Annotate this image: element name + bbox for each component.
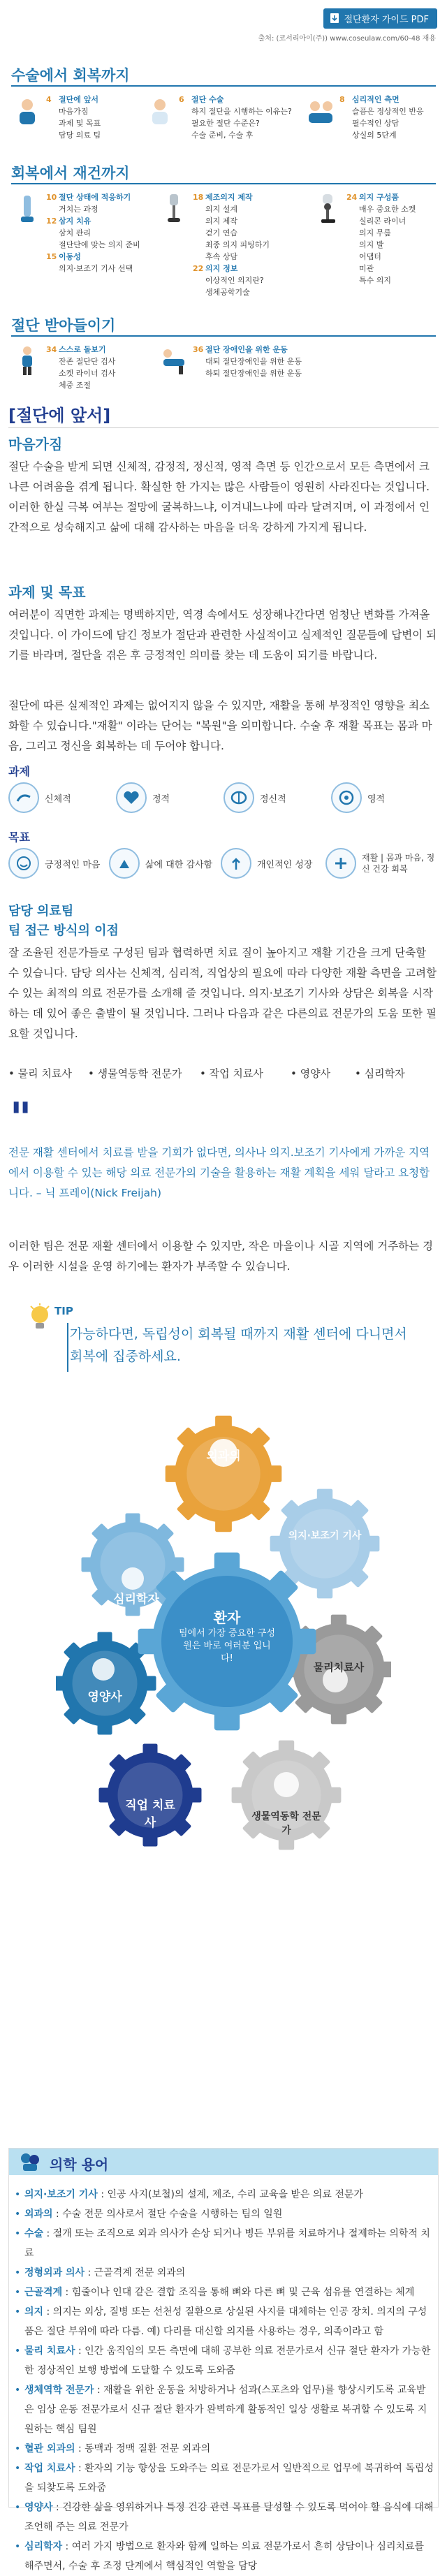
goals-text-2: 절단에 따른 실제적인 과제는 없어지지 않을 수 있지만, 재활을 통해 부정적인 영향을 최소화할 수 있습니다."재활" 이라는 단어는 "복원"을 의미합니다. 수술 후 재활 목표는 몸과 마음, 그리고 정신을 회복하는 데 두어야 합니다.: [8, 699, 432, 752]
goal-label: 긍정적인 마음: [45, 859, 101, 870]
toc-section-title: 회복에서 재건까지: [11, 165, 130, 182]
goal-label: 삶에 대한 감사함: [145, 859, 213, 870]
toc-num: 6: [179, 95, 184, 104]
mindset-text: 절단 수술을 받게 되면 신체적, 감정적, 정신적, 영적 측면 등 인간으로서 모든 측면에서 크나큰 어려움을 겪게 됩니다. 확실한 한 가지는 많은 사람들이 영원히 사라진다는 것입니다. 이러한 한실 극복 여부는 절망에 굴복하느냐, 이겨내느냐에 따라 달려지며, 이 과정에서 인간적으로 성숙해지고 삶에 대해 감사하는 마음을 더욱 강하게 가지게 됩니다.: [8, 460, 430, 534]
glossary-def: : 재활을 위한 운동을 처방하거나 섬과(스포츠와 업무)를 향상시키도록 교육받은 임상 운동 전문가로서 신규 절단 환자가 완벽하게 활동적인 일상 생활로 복귀할 수 있도록 지원하는 핵심 팀원: [24, 2385, 427, 2435]
glossary-def: : 의지는 외상, 질병 또는 선천성 질환으로 상실된 사지를 대체하는 인공 장치. 의지의 구성품은 절단 부위에 따라 다름. 예) 다리를 대신할 의지를 사용하는 경우, 의족이라고 함: [24, 2306, 427, 2337]
toc-link[interactable]: 의지 정보: [205, 264, 238, 273]
toc-sub[interactable]: 체중 조절: [59, 381, 91, 390]
glossary-term: 수술: [24, 2228, 44, 2239]
glossary-box: [8, 2148, 439, 2572]
toc-link[interactable]: 스스로 돌보기: [59, 345, 106, 354]
toc-sub[interactable]: 삼치 관리: [59, 228, 91, 237]
arm-icon: [8, 782, 39, 813]
goal-item: [8, 848, 109, 879]
glossary-list: [15, 2185, 434, 2576]
toc-num: 8: [339, 95, 345, 104]
toc-link[interactable]: 절단 장애인을 위한 운동: [205, 345, 288, 354]
toc-sub[interactable]: 의지 발: [359, 240, 384, 249]
toc-link[interactable]: 절단 상태에 적응하기: [59, 193, 131, 202]
tasks-label: 과제: [8, 765, 30, 778]
toc-sub[interactable]: 상실의 5단계: [352, 131, 397, 140]
heart-icon: [116, 782, 147, 813]
glossary-term: 작업 치료사: [24, 2463, 75, 2474]
glossary-term: 정형외과 의사: [24, 2267, 85, 2278]
glossary-term: 근골격계: [24, 2287, 63, 2298]
role-item: • 물리 치료사: [8, 1067, 72, 1080]
gear-label-physio: 물리치료사: [313, 1661, 365, 1674]
glossary-term: 물리 치료사: [24, 2346, 75, 2357]
glossary-term: 의지·보조기 기사: [24, 2189, 98, 2200]
prosthesis-icon: [158, 193, 190, 225]
stethoscope-icon: [19, 2151, 41, 2172]
goal-label: 개인적인 성장: [257, 859, 313, 870]
goal-item: [221, 848, 325, 879]
pdf-label: 절단환자 가이드 PDF: [344, 15, 429, 25]
glossary-title: 의학 용어: [50, 2156, 109, 2173]
task-label: 영적: [367, 793, 386, 805]
role-item: • 작업 치료사: [200, 1067, 263, 1080]
glossary-item: [15, 2224, 434, 2263]
gear-label-dietitian: 영양사: [87, 1690, 122, 1704]
section-divider: [11, 85, 436, 87]
glossary-def: : 동맥과 정맥 질환 전문 외과의: [75, 2443, 211, 2454]
toc-sub[interactable]: 하지 절단을 시행하는 이유는?: [191, 107, 292, 116]
glossary-item: [15, 2498, 434, 2537]
toc-sub[interactable]: 마음가짐: [59, 107, 89, 116]
toc-sub[interactable]: 실리콘 라이너: [359, 217, 406, 226]
toc-col: [179, 94, 298, 141]
spirit-icon: [331, 782, 362, 813]
toc-sub[interactable]: 담당 의료 팀: [59, 131, 101, 140]
toc-link[interactable]: 의지 구성품: [359, 193, 399, 202]
toc-col: [339, 94, 444, 141]
section-divider: [11, 335, 436, 337]
pdf-download-button[interactable]: [323, 8, 438, 29]
prosthetic-knee-icon: [312, 193, 344, 225]
glossary-def: : 절개 또는 조직으로 외과 의사가 손상 되거나 병든 부위를 치료하거나 절제하는 의학적 치료: [24, 2228, 430, 2259]
toc-link[interactable]: 절단 수술: [191, 95, 224, 104]
glossary-def: : 환자의 기능 향상을 도와주는 의료 전문가로서 일반적으로 업무에 복귀하여 독립성을 되찾도록 도와줌: [24, 2463, 434, 2494]
glossary-term: 심리학자: [24, 2541, 63, 2552]
team-title: 담당 의료팀: [8, 904, 74, 919]
goals-label: 목표: [8, 830, 30, 844]
toc-col: [346, 191, 444, 286]
role-item: • 영양사: [291, 1067, 331, 1080]
task-label: 정적: [152, 793, 170, 805]
gear-label-biomech: 생물역동학 전문가: [251, 1811, 321, 1836]
toc-num: 24: [346, 193, 358, 202]
role-item: • 심리학자: [355, 1067, 405, 1080]
glossary-def: : 근골격계 전문 외과의: [85, 2267, 186, 2278]
team-text: 잘 조율된 전문가들로 구성된 팀과 협력하면 치료 질이 높아지고 재활 기간을 크게 단축할 수 있습니다. 담당 의사는 신체적, 심리적, 직업상의 필요에 따라 다양한 재활 측면을 고려할 수 있는 최적의 의료 전문가를 소개해 줄 것입니다. 의지·보조기 기사와 상담은 회복을 시작하는 데 있어 좋은 출발이 될 것입니다. 그러나 다음과 같은 다른의료 전문가의 도움 또한 필요할 것입니다.: [8, 946, 437, 1040]
toc-col: [193, 191, 305, 298]
brain-icon: [224, 782, 254, 813]
glossary-item: [15, 2302, 434, 2341]
glossary-term: 영양사: [24, 2502, 53, 2513]
toc-sub[interactable]: 후속 상담: [205, 252, 238, 261]
team-roles: [8, 1066, 439, 1081]
header: [0, 0, 447, 50]
toc-sub[interactable]: 대퇴 절단장애인을 위한 운동: [205, 357, 302, 366]
toc-link[interactable]: 제조의지 제작: [205, 193, 253, 202]
task-label: 신체적: [45, 793, 71, 805]
hands-icon: [109, 848, 140, 879]
glossary-item: [15, 2263, 434, 2283]
toc-num: 12: [46, 217, 57, 226]
goals-text-1: 여러분이 직면한 과제는 명백하지만, 역경 속에서도 성장해나간다면 엄청난 변화를 가져올 것입니다. 이 가이드에 담긴 정보가 절단과 관련한 사실적이고 실제적인 질문들에 답변이 되기를 바라며, 절단을 겪은 후 긍정적인 의미를 찾는 데 도움이 되기를 바랍니다.: [8, 608, 437, 661]
tip-text: 가능하다면, 독립성이 회복될 때까지 재활 센터에 다니면서 회복에 집중하세요.: [70, 1326, 407, 1364]
glossary-item: [15, 2204, 434, 2224]
divider: [8, 427, 439, 428]
after-quote-text: 이러한 팀은 전문 재활 센터에서 이용할 수 있지만, 작은 마을이나 시골 지역에 거주하는 경우 이러한 시설을 운영 하기에는 환자가 부족할 수 있습니다.: [8, 1240, 434, 1273]
toc-sub[interactable]: 의지·보조기 기사 선택: [59, 264, 133, 273]
toc-num: 22: [193, 264, 204, 273]
goal-item: [325, 848, 439, 879]
walking-person-icon: [11, 345, 43, 377]
source-note: 출처: (코서리아이(주)) www.coseulaw.com/60-48 재용: [258, 35, 436, 43]
mindset-title: 마음가짐: [8, 436, 63, 453]
tip-bar: [67, 1323, 68, 1372]
tasks-row: [8, 782, 439, 813]
toc-section-title: 수술에서 회복까지: [11, 67, 130, 84]
toc-num: 36: [193, 345, 204, 354]
glossary-term: 외과의: [24, 2209, 53, 2220]
glossary-item: [15, 2459, 434, 2498]
toc-sub[interactable]: 걷기 연습: [205, 228, 238, 237]
toc-sub[interactable]: 하퇴 절단장애인을 위한 운동: [205, 369, 302, 378]
toc-num: 18: [193, 193, 204, 202]
consultation-icon: [305, 95, 337, 127]
leg-icon: [11, 193, 43, 225]
toc-col: [46, 94, 137, 141]
toc-col: [193, 344, 346, 379]
toc-sub[interactable]: 생체공학기술: [205, 288, 250, 297]
toc-num: 4: [46, 95, 52, 104]
toc-link[interactable]: 삼지 치유: [59, 217, 91, 226]
toc-sub[interactable]: 최종 의지 피팅하기: [205, 240, 270, 249]
team-subtitle: 팀 접근 방식의 이점: [8, 923, 119, 938]
glossary-term: 혈관 외과의: [24, 2443, 75, 2454]
quote-text: 전문 재활 센터에서 치료를 받을 기회가 없다면, 의사나 의지.보조기 기사에게 가까운 지역에서 이용할 수 있는 해당 의료 전문가의 기술을 활용하는 재활 계획을 세워 달라고 요청합니다. – 닉 프레이(Nick Freijah): [8, 1146, 430, 1199]
glossary-term: 생체역학 전문가: [24, 2385, 94, 2396]
task-label: 정신적: [260, 793, 286, 805]
glossary-header: [9, 2149, 438, 2175]
goals-row: [8, 848, 439, 879]
glossary-term: 의지: [24, 2306, 44, 2318]
toc-sub[interactable]: 수술 준비, 수술 후: [191, 131, 254, 140]
toc-sub[interactable]: 과제 및 목표: [59, 119, 101, 128]
glossary-def: : 인공 사지(보철)의 설계, 제조, 수리 교육을 받은 의료 전문가: [97, 2189, 363, 2200]
section-divider: [11, 183, 436, 184]
smile-icon: [8, 848, 39, 879]
toc-link[interactable]: 이동성: [59, 252, 81, 261]
toc-sub[interactable]: 의지 설계: [205, 205, 238, 214]
task-item: [224, 782, 331, 813]
task-item: [331, 782, 439, 813]
gear-label-ot: 직업 치료사: [125, 1799, 175, 1830]
toc-sub[interactable]: 의지 무릎: [359, 228, 392, 237]
toc-col: [46, 191, 151, 275]
glossary-item: [15, 2439, 434, 2459]
glossary-def: : 인간 움직임의 모든 측면에 대해 공부한 의료 전문가로서 신규 절단 환자가 가능한 한 정상적인 보행 방법에 도달할 수 있도록 도와줌: [24, 2346, 431, 2376]
glossary-def: : 건강한 삶을 영위하거나 특정 건강 관련 목표를 달성할 수 있도록 먹어야 할 음식에 대해 조언해 주는 의료 전문가: [24, 2502, 434, 2533]
chapter-title: [절단에 앞서]: [8, 406, 111, 425]
tip-label: TIP: [54, 1305, 73, 1317]
toc-sub[interactable]: 슬픔은 정상적인 반응: [352, 107, 424, 116]
toc-num: 34: [46, 345, 57, 354]
growth-icon: [221, 848, 251, 879]
download-icon: [329, 13, 340, 24]
glossary-item: [15, 2380, 434, 2439]
toc-sub[interactable]: 절단단에 맞는 의지 준비: [59, 240, 140, 249]
toc-sub[interactable]: 특수 의지: [359, 276, 392, 285]
toc-col: [46, 344, 158, 391]
task-item: [116, 782, 224, 813]
glossary-item: [15, 2537, 434, 2576]
toc-sub[interactable]: 거치는 과정: [59, 205, 98, 214]
exercise-icon: [158, 345, 190, 377]
glossary-def: : 수술 전문 의사로서 절단 수술을 시행하는 팀의 일원: [52, 2209, 283, 2220]
role-item: • 생물역동학 전문가: [88, 1067, 182, 1080]
thinking-person-icon: [11, 95, 43, 127]
toc-sub[interactable]: 의지 제작: [205, 217, 238, 226]
gear-surgeon: [166, 1416, 282, 1532]
glossary-item: [15, 2185, 434, 2204]
doctor-icon: [144, 95, 176, 127]
rehab-icon: [325, 848, 356, 879]
patient-title: 환자: [213, 1609, 241, 1626]
toc-section-title: 절단 받아들이기: [11, 317, 116, 334]
toc-link[interactable]: 절단에 앞서: [59, 95, 98, 104]
patient-text: 팀에서 가장 중요한 구성원은 바로 여러분 입니다!: [179, 1628, 275, 1664]
goals-title: 과제 및 목표: [8, 584, 86, 601]
gear-label-surgeon: 외과의: [206, 1449, 241, 1463]
toc-sub[interactable]: 이상적인 의지란?: [205, 276, 264, 285]
glossary-item: [15, 2283, 434, 2302]
goal-label: 재활 | 몸과 마음, 정신 건강 회복: [362, 853, 435, 874]
goal-item: [109, 848, 221, 879]
toc-sub[interactable]: 필수적인 상담: [352, 119, 400, 128]
toc-sub[interactable]: 잔존 절단단 검사: [59, 357, 116, 366]
toc-link[interactable]: 심리적인 측면: [352, 95, 400, 104]
toc-sub[interactable]: 미관: [359, 264, 374, 273]
toc-sub[interactable]: 필요한 절단 수준은?: [191, 119, 260, 128]
toc-num: 10: [46, 193, 57, 202]
glossary-item: [15, 2341, 434, 2380]
gear-label-prosthetist: 의지·보조기 기사: [288, 1530, 362, 1542]
lightbulb-icon: [28, 1303, 52, 1334]
toc-num: 15: [46, 252, 57, 261]
team-gear-diagram: [56, 1397, 391, 2123]
toc-sub[interactable]: 매우 중요한 소켓: [359, 205, 416, 214]
quote-icon: ": [10, 1094, 32, 1143]
toc-sub[interactable]: 소켓 라이너 검사: [59, 369, 116, 378]
gear-label-psych: 심리학자: [113, 1593, 159, 1607]
glossary-def: : 여러 가지 방법으로 환자와 함께 일하는 의료 전문가로서 흔히 상담이나 심리치료를 해주면서, 수술 후 조정 단계에서 핵심적인 역할을 담당: [24, 2541, 425, 2572]
glossary-def: : 힘줄이나 인대 같은 결합 조직을 통해 뼈와 다른 뼈 및 근육 섬유를 연결하는 체계: [62, 2287, 415, 2298]
toc-sub[interactable]: 어댑터: [359, 252, 381, 261]
task-item: [8, 782, 116, 813]
